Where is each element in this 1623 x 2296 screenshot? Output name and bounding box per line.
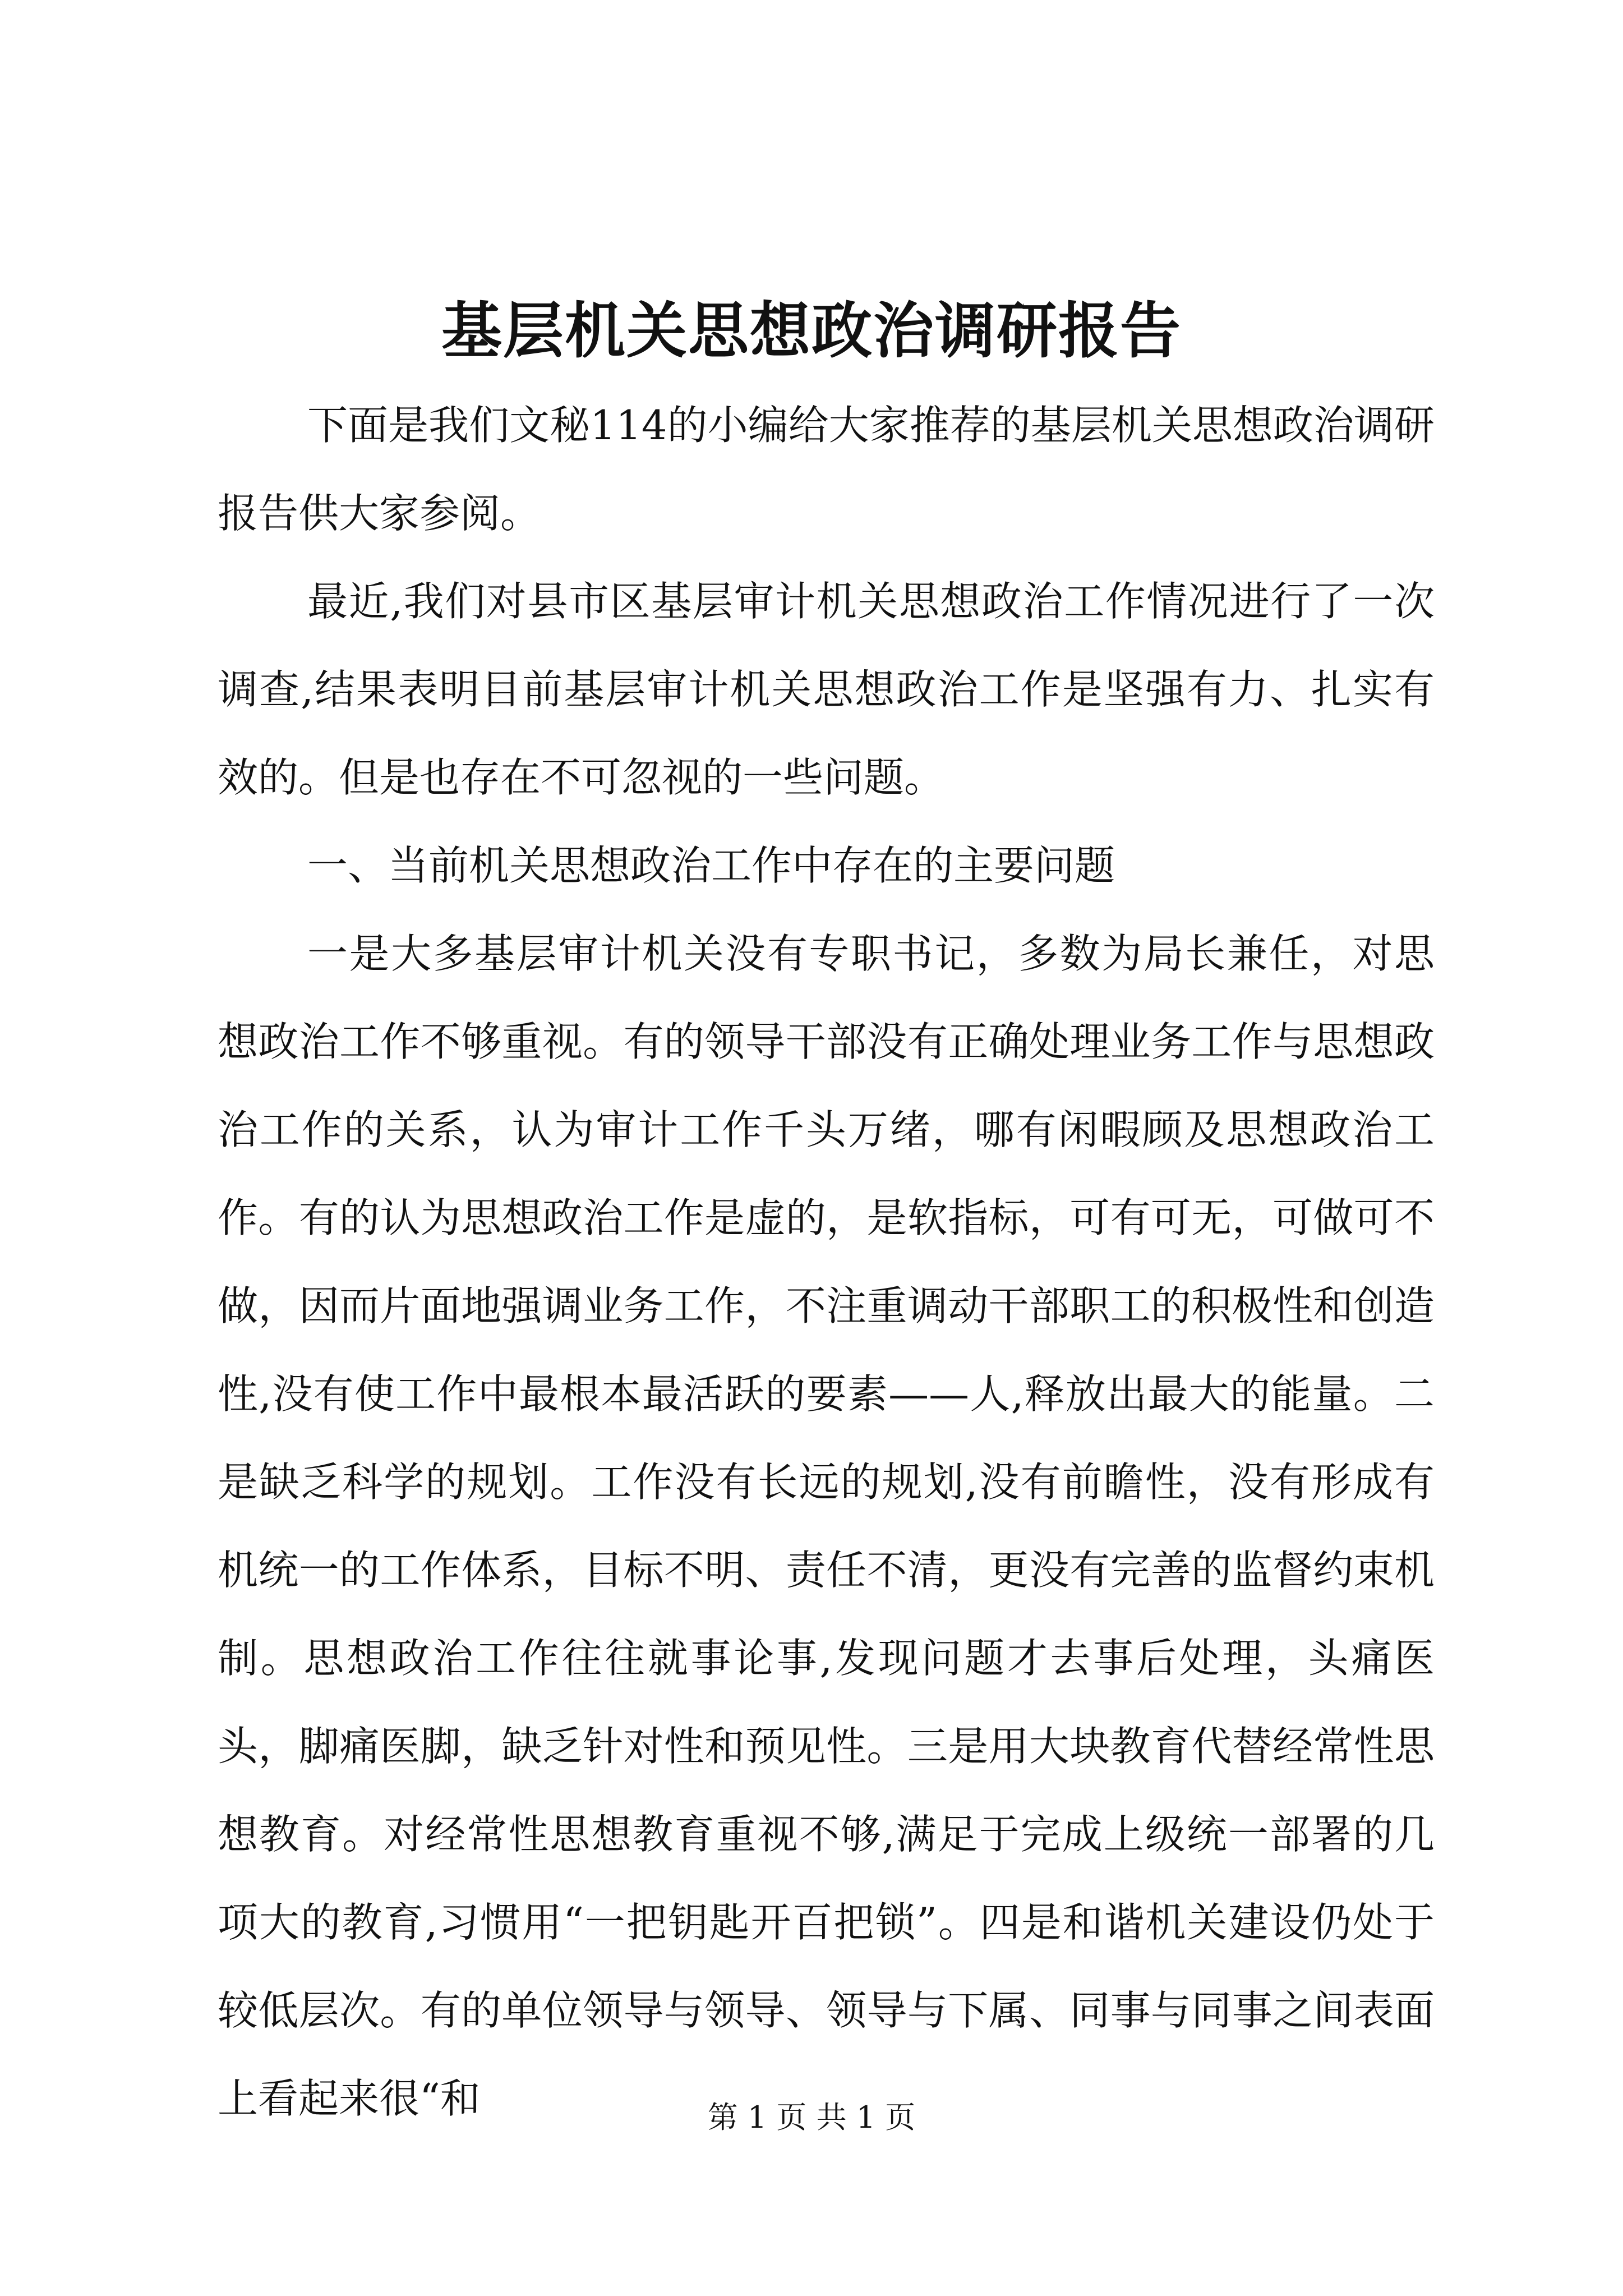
document-title: 基层机关思想政治调研报告 — [441, 296, 1182, 366]
paragraph-intro: 下面是我们文秘114的小编给大家推荐的基层机关思想政治调研报告供大家参阅。 — [218, 402, 1435, 537]
paragraph-survey: 最近,我们对县市区基层审计机关思想政治工作情况进行了一次调查,结果表明目前基层审计机关思想政治工作是坚强有力、扎实有效的。但是也存在不可忽视的一些问题。 — [218, 578, 1435, 801]
section-heading: 一、当前机关思想政治工作中存在的主要问题 — [307, 842, 1115, 889]
document-body — [218, 381, 1435, 2143]
paragraph-problems: 一是大多基层审计机关没有专职书记，多数为局长兼任，对思想政治工作不够重视。有的领导干部没有正确处理业务工作与思想政治工作的关系，认为审计工作千头万绪，哪有闲暇顾及思想政治工作。有的认为思想政治工作是虚的，是软指标，可有可无，可做可不做，因而片面地强调业务工作，不注重调动干部职工的积极性和创造性,没有使工作中最根本最活跃的要素——人,释放出最大的能量。二是缺乏科学的规划。工作没有长远的规划,没有前瞻性，没有形成有机统一的工作体系，目标不明、责任不清，更没有完善的监督约束机制。思想政治工作往往就事论事,发现问题才去事后处理，头痛医头，脚痛医脚，缺乏针对性和预见性。三是用大块教育代替经常性思想教育。对经常性思想教育重视不够,满足于完成上级统一部署的几项大的教育,习惯用“一把钥匙开百把锁”。四是和谐机关建设仍处于较低层次。有的单位领导与领导、领导与下属、同事与同事之间表面上看起来很“和 — [218, 930, 1435, 2122]
page-number-footer: 第 1 页 共 1 页 — [707, 2100, 916, 2135]
